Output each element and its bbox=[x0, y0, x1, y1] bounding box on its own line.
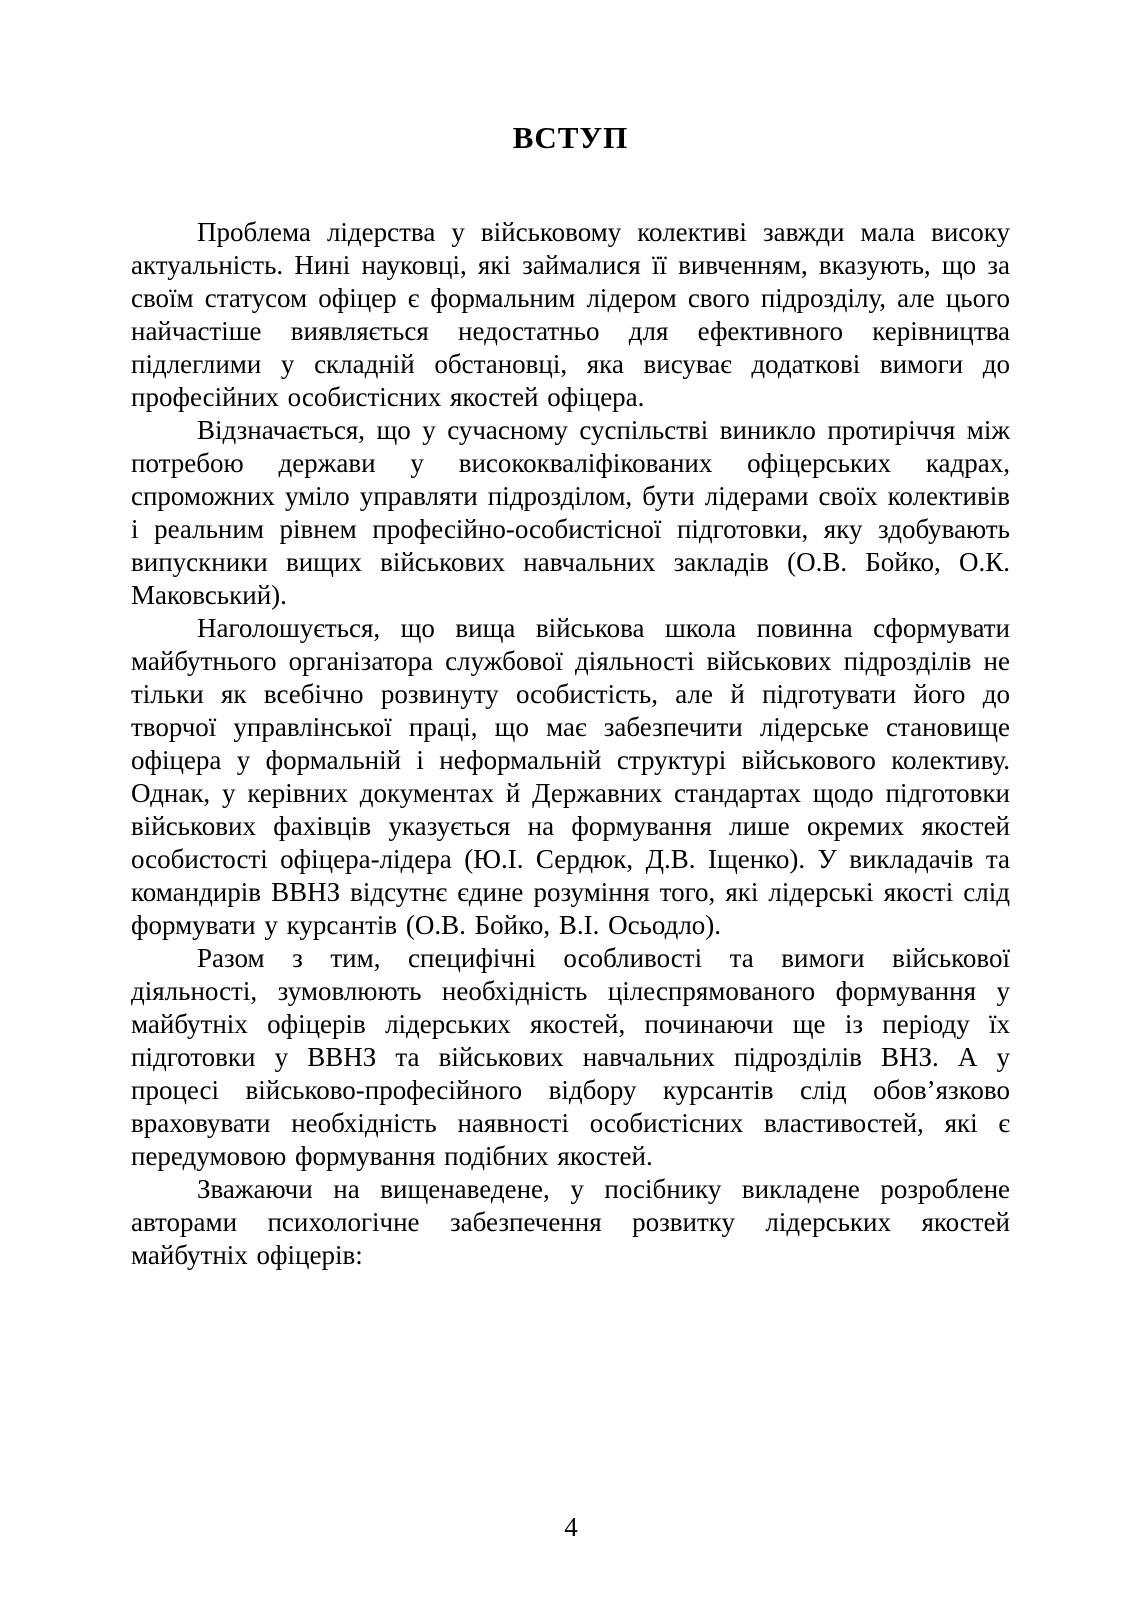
paragraph: Зважаючи на вищенаведене, у посібнику викладене розроблене авторами психологічне забезпечення розвитку лідерських якостей майбутніх офіцерів: bbox=[131, 1174, 1010, 1270]
paragraph: Проблема лідерства у військовому колективі завжди мала високу актуальність. Нині науковці, які займалися її вивченням, вказують, що за своїм статусом офіцер є формальним лідером свого підрозділу, але цього найчастіше виявляється недостатньо для ефективного керівництва підлеглими у складній обстановці, яка висуває додаткові вимоги до професійних особистісних якостей офіцера. bbox=[131, 217, 1010, 412]
page-title: ВСТУП bbox=[512, 120, 629, 155]
paragraph: Відзначається, що у сучасному суспільстві виникло протиріччя між потребою держави у висококваліфікованих офіцерських кадрах, спроможних уміло управляти підрозділом, бути лідерами своїх колективів і реальним рівнем професійно-особистісної підготовки, яку здобувають випускники вищих військових навчальних закладів (О.В. Бойко, О.К. Маковський). bbox=[131, 415, 1010, 610]
paragraph: Разом з тим, специфічні особливості та вимоги військової діяльності, зумовлюють необхідність цілеспрямованого формування у майбутніх офіцерів лідерських якостей, починаючи ще із періоду їх підготовки у ВВНЗ та військових навчальних підрозділів ВНЗ. А у процесі військово-професійного відбору курсантів слід обов’язково враховувати необхідність наявності особистісних властивостей, які є передумовою формування подібних якостей. bbox=[131, 943, 1010, 1171]
paragraph: Наголошується, що вища військова школа повинна сформувати майбутнього організатора службової діяльності військових підрозділів не тільки як всебічно розвинуту особистість, але й підготувати його до творчої управлінської праці, що має забезпечити лідерське становище офіцера у формальній і неформальній структурі військового колективу. Однак, у керівних документах й Державних стандартах щодо підготовки військових фахівців указується на формування лише окремих якостей особистості офіцера-лідера (Ю.І. Сердюк, Д.В. Іщенко). У викладачів та командирів ВВНЗ відсутнє єдине розуміння того, які лідерські якості слід формувати у курсантів (О.В. Бойко, В.І. Осьодло). bbox=[131, 613, 1010, 940]
page-number: 4 bbox=[564, 1512, 578, 1542]
body-text bbox=[131, 216, 1010, 1272]
